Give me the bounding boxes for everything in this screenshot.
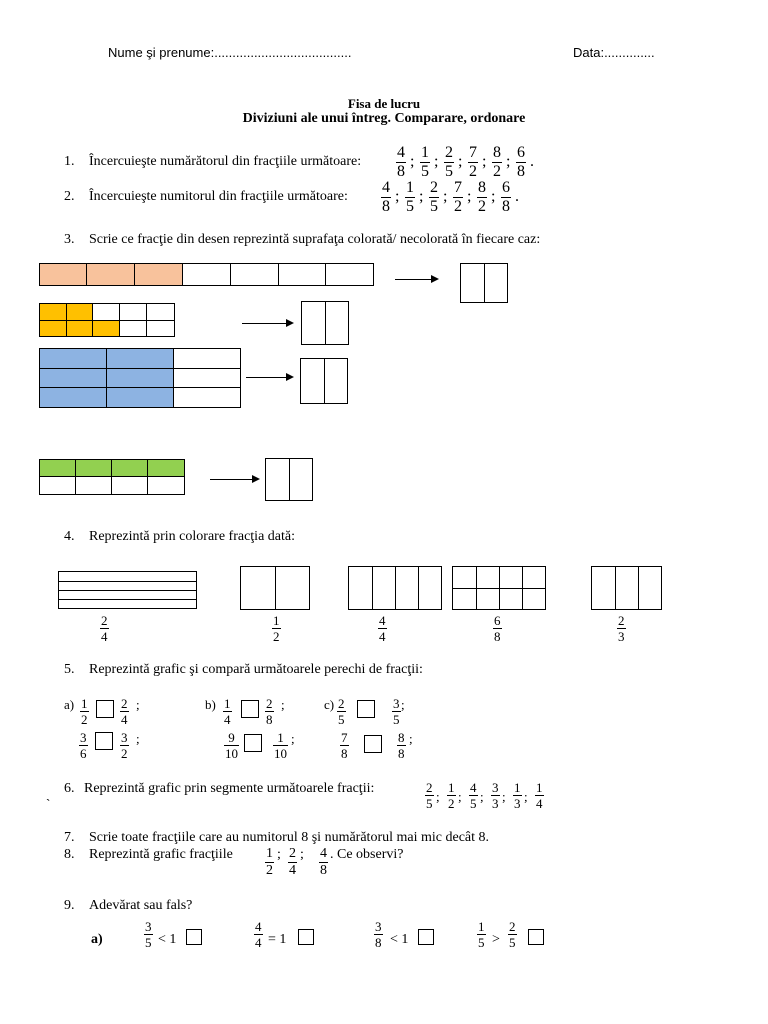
q9-answer-box[interactable] [418,929,434,945]
answer-box-4[interactable] [265,458,313,501]
q8-fraction-2: 2 4 [289,846,296,878]
q5-number: 5. [64,662,75,677]
answer-box-1[interactable] [460,263,508,303]
grid-cell [146,303,175,321]
q1-number: 1. [64,154,75,169]
q2-fraction[interactable]: 2 5 [430,179,438,215]
q9-number: 9. [64,898,75,913]
strip-cell [325,263,374,286]
shape-quarters[interactable] [348,566,442,610]
q4-text: Reprezintă prin colorare fracţia dată: [89,529,295,544]
q7-number: 7. [64,830,75,845]
separator: ; [436,789,440,804]
grid-cell-colored [66,320,93,337]
q4-number: 4. [64,529,75,544]
grid-cell-colored [106,348,174,369]
q8-number: 8. [64,847,75,862]
separator: ; [506,153,511,170]
grid-cell [92,303,120,321]
strip-cell [230,263,279,286]
grid-cell [173,368,241,388]
q5-c1-left: 2 5 [338,696,345,727]
q9-answer-box[interactable] [298,929,314,945]
q6-fraction[interactable]: 3 3 [492,780,499,811]
arrow-3 [246,377,286,378]
grid-cell [173,348,241,369]
arrow-4-head [252,475,260,483]
grid-cell-colored [39,459,76,477]
q2-fraction[interactable]: 7 2 [454,179,462,215]
q5-b2-left: 9 10 [225,730,238,761]
separator: ; [480,789,484,804]
q5-a1-right: 2 4 [121,696,128,727]
answer-box-2[interactable] [301,301,349,345]
q1-fraction[interactable]: 4 8 [397,144,405,180]
strip-cell [278,263,326,286]
grid-cell-colored [39,320,67,337]
answer-box-3[interactable] [300,358,348,404]
q9-item-4-op: > [492,932,500,947]
q9-item-2-fraction: 4 4 [255,919,262,950]
strip-cell-colored [39,263,87,286]
separator: ; [482,153,487,170]
separator: ; [458,153,463,170]
q1-fraction[interactable]: 8 2 [493,144,501,180]
q5-a1-left: 1 2 [81,696,88,727]
grid-cell-colored [39,348,107,369]
separator: ; [277,847,281,862]
separator: . [515,188,519,205]
grid-cell-colored [92,320,120,337]
q2-fraction[interactable]: 1 5 [406,179,414,215]
q3-number: 3. [64,232,75,247]
q5-b2-right: 1 10 [274,730,287,761]
q1-fraction[interactable]: 1 5 [421,144,429,180]
grid-cell-colored [39,387,107,408]
q2-fraction[interactable]: 6 8 [502,179,510,215]
separator: ; [401,697,405,712]
separator: ; [410,153,415,170]
grid-cell [119,320,147,337]
q1-fraction[interactable]: 6 8 [517,144,525,180]
worksheet-title: Fisa de lucru [347,96,421,111]
q9-label-a: a) [91,932,103,947]
q9-answer-box[interactable] [528,929,544,945]
q8-fraction-3: 4 8 [320,846,327,878]
separator: ; [281,697,285,712]
grid-cell-colored [39,303,67,321]
q5-a2-left: 3 6 [80,730,87,761]
strip-cell-colored [134,263,183,286]
grid-cell-colored [106,387,174,408]
q9-item-3-fraction: 3 8 [375,919,382,950]
q7-text: Scrie toate fracţiile care au numitorul 8 şi numărătorul mai mic decât 8. [89,830,490,845]
q5-b1-right: 2 8 [266,696,273,727]
q5-label-a: a) [64,697,75,712]
q5-compare-box[interactable] [364,735,382,753]
shape-halves[interactable] [240,566,310,610]
grid-cell [146,320,175,337]
q8-tail: . Ce observi? [330,847,404,862]
arrow-3-head [286,373,294,381]
q4-fraction-2: 1 2 [273,613,280,644]
q6-fraction[interactable]: 1 4 [536,780,543,811]
q1-fraction[interactable]: 7 2 [469,144,477,180]
q9-item-2-op: = 1 [268,932,287,947]
grid-cell [119,303,147,321]
arrow-2 [242,323,286,324]
grid-cell-colored [39,368,107,388]
separator: ; [136,697,140,712]
q5-label-c: c) [324,697,335,712]
q6-fraction[interactable]: 1 2 [448,780,455,811]
shape-eighths[interactable] [452,566,546,610]
q9-answer-box[interactable] [186,929,202,945]
separator: ; [443,188,448,205]
q5-c2-left: 7 8 [341,730,348,761]
separator: ; [419,188,424,205]
q4-fraction-1: 2 4 [101,613,108,644]
q2-fraction[interactable]: 4 8 [382,179,390,215]
arrow-2-head [286,319,294,327]
q6-fraction[interactable]: 4 5 [470,780,477,811]
q9-item-1-op: < 1 [158,932,177,947]
grid-cell [39,476,76,495]
grid-cell [111,476,148,495]
separator: ; [524,789,528,804]
separator: ; [491,188,496,205]
q5-compare-box[interactable] [244,734,262,752]
worksheet-subtitle: Diviziuni ale unui întreg. Comparare, ordonare [242,111,526,126]
grid-cell-colored [75,459,112,477]
q6-fraction[interactable]: 1 3 [514,780,521,811]
grid-cell [75,476,112,495]
q5-label-b: b) [205,697,216,712]
shape-thirds[interactable] [591,566,662,610]
separator: ; [434,153,439,170]
separator: ; [467,188,472,205]
q4-fraction-4: 6 8 [494,613,501,644]
q5-text: Reprezintă grafic şi compară următoarele perechi de fracţii: [89,662,423,677]
q5-compare-box[interactable] [96,700,114,718]
q5-c2-right: 8 8 [398,730,405,761]
separator: ; [300,847,304,862]
separator: ; [502,789,506,804]
date-field-label: Data:.............. [573,45,655,60]
q5-compare-box[interactable] [95,732,113,750]
q1-fraction[interactable]: 2 5 [445,144,453,180]
name-field-label: Nume şi prenume:...................................... [108,45,352,60]
q5-b1-left: 1 4 [224,696,231,727]
arrow-4 [210,479,252,480]
q4-fraction-5: 2 3 [618,613,625,644]
q6-fraction[interactable]: 2 5 [426,780,433,811]
q5-compare-box[interactable] [357,700,375,718]
stray-mark: ` [46,796,51,811]
q5-compare-box[interactable] [241,700,259,718]
q9-item-4-fraction-left: 1 5 [478,919,485,950]
separator: ; [136,731,140,746]
q9-text: Adevărat sau fals? [89,898,193,913]
q5-c1-right: 3 5 [393,696,400,727]
q3-text: Scrie ce fracţie din desen reprezintă suprafaţa colorată/ necolorată în fiecare caz: [89,232,541,247]
q2-number: 2. [64,189,75,204]
strip-cell [182,263,231,286]
q6-number: 6. [64,781,75,796]
q1-text: Încercuieşte numărătorul din fracţiile următoare: [89,154,362,169]
grid-cell [147,476,185,495]
q9-item-1-fraction: 3 5 [145,919,152,950]
q8-fraction-1: 1 2 [266,846,273,878]
q2-fraction[interactable]: 8 2 [478,179,486,215]
q6-text: Reprezintă grafic prin segmente următoarele fracţii: [84,781,375,796]
grid-cell [173,387,241,408]
strip-cell-colored [86,263,135,286]
q8-text: Reprezintă grafic fracţiile [89,847,233,862]
separator: ; [395,188,400,205]
q5-a2-right: 3 2 [121,730,128,761]
q2-text: Încercuieşte numitorul din fracţiile următoare: [89,189,348,204]
q9-item-4-fraction-right: 2 5 [509,919,516,950]
shape-horizontal-strips[interactable] [58,571,197,609]
grid-cell-colored [147,459,185,477]
separator: ; [291,731,295,746]
q4-fraction-3: 4 4 [379,613,386,644]
q9-item-3-op: < 1 [390,932,409,947]
grid-cell-colored [66,303,93,321]
grid-cell-colored [111,459,148,477]
arrow-1 [395,279,431,280]
separator: ; [409,731,413,746]
separator: . [530,153,534,170]
arrow-1-head [431,275,439,283]
separator: ; [458,789,462,804]
grid-cell-colored [106,368,174,388]
